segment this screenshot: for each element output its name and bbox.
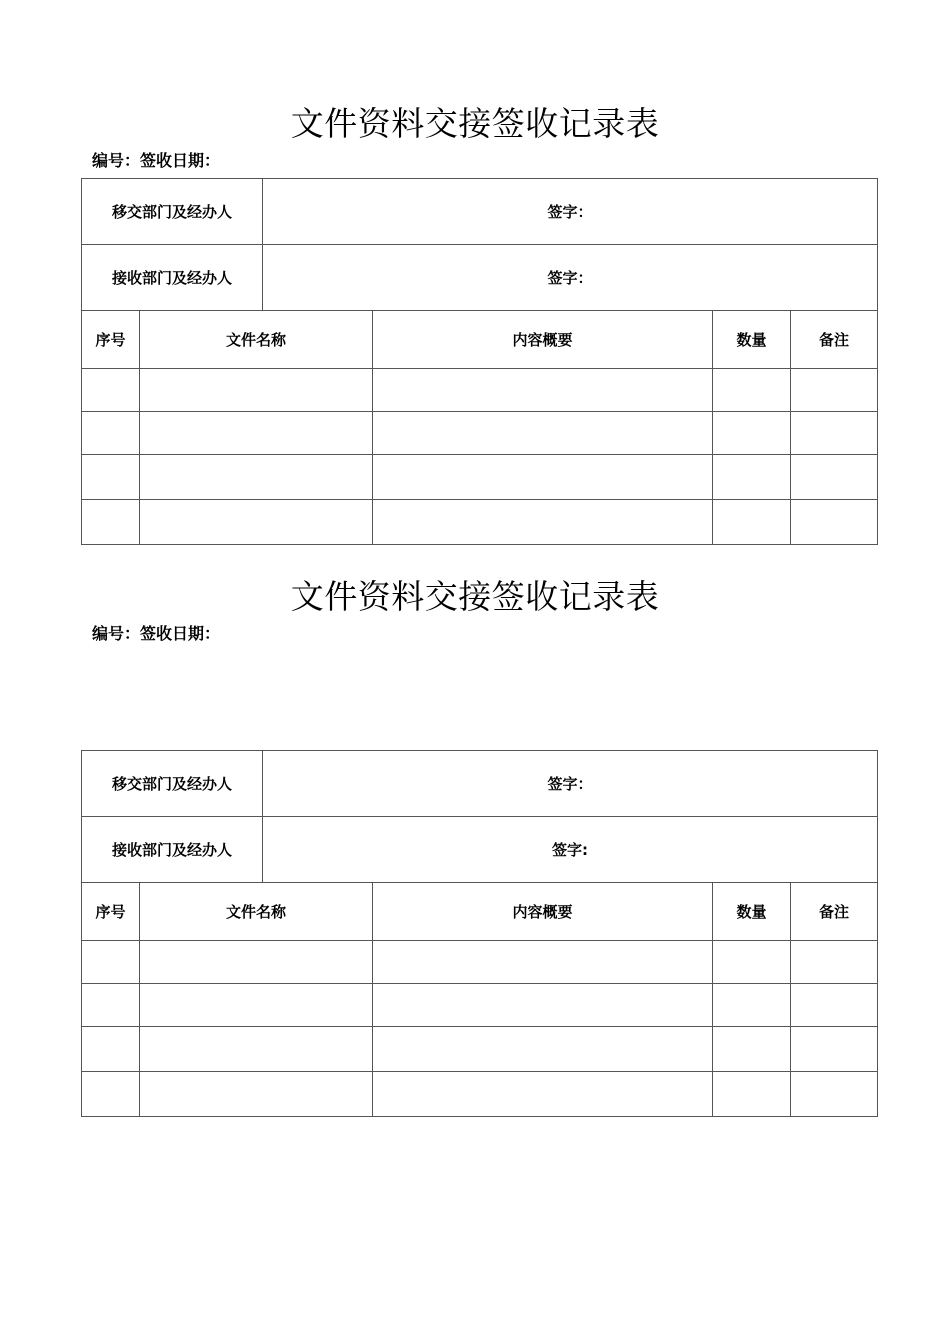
cell-summary[interactable] bbox=[373, 1027, 713, 1072]
col-header-file-name: 文件名称 bbox=[140, 311, 373, 369]
form-meta-line: 编号：签收日期： bbox=[92, 624, 221, 643]
col-header-quantity: 数量 bbox=[713, 883, 791, 941]
receive-row bbox=[82, 245, 878, 311]
cell-quantity[interactable] bbox=[713, 500, 791, 545]
cell-quantity[interactable] bbox=[713, 984, 791, 1027]
col-header-file-name: 文件名称 bbox=[140, 883, 373, 941]
cell-remarks[interactable] bbox=[791, 500, 878, 545]
receive-dept-label: 接收部门及经办人 bbox=[82, 245, 263, 311]
transfer-dept-label: 移交部门及经办人 bbox=[82, 179, 263, 245]
handover-table bbox=[81, 178, 878, 545]
transfer-signature-field[interactable]: 签字： bbox=[263, 179, 878, 245]
cell-index[interactable] bbox=[82, 500, 140, 545]
transfer-signature-field[interactable]: 签字： bbox=[263, 751, 878, 817]
table-header-row bbox=[82, 311, 878, 369]
cell-file-name[interactable] bbox=[140, 500, 373, 545]
col-header-summary: 内容概要 bbox=[373, 883, 713, 941]
cell-file-name[interactable] bbox=[140, 984, 373, 1027]
cell-remarks[interactable] bbox=[791, 941, 878, 984]
table-row bbox=[82, 412, 878, 455]
table-row bbox=[82, 500, 878, 545]
cell-quantity[interactable] bbox=[713, 369, 791, 412]
cell-index[interactable] bbox=[82, 369, 140, 412]
receive-signature-field[interactable]: 签字: bbox=[263, 817, 878, 883]
cell-index[interactable] bbox=[82, 941, 140, 984]
table-row bbox=[82, 1027, 878, 1072]
receive-row bbox=[82, 817, 878, 883]
cell-index[interactable] bbox=[82, 1072, 140, 1117]
cell-summary[interactable] bbox=[373, 941, 713, 984]
form-title: 文件资料交接签收记录表 bbox=[290, 577, 660, 616]
cell-index[interactable] bbox=[82, 1027, 140, 1072]
handover-table bbox=[81, 750, 878, 1117]
col-header-quantity: 数量 bbox=[713, 311, 791, 369]
col-header-remarks: 备注 bbox=[791, 883, 878, 941]
table-row bbox=[82, 1072, 878, 1117]
cell-remarks[interactable] bbox=[791, 1027, 878, 1072]
cell-index[interactable] bbox=[82, 984, 140, 1027]
cell-summary[interactable] bbox=[373, 500, 713, 545]
cell-summary[interactable] bbox=[373, 984, 713, 1027]
cell-index[interactable] bbox=[82, 412, 140, 455]
table-row bbox=[82, 455, 878, 500]
cell-file-name[interactable] bbox=[140, 412, 373, 455]
col-header-index: 序号 bbox=[82, 883, 140, 941]
form-title: 文件资料交接签收记录表 bbox=[290, 104, 660, 143]
table-header-row bbox=[82, 883, 878, 941]
cell-file-name[interactable] bbox=[140, 455, 373, 500]
cell-file-name[interactable] bbox=[140, 1072, 373, 1117]
col-header-summary: 内容概要 bbox=[373, 311, 713, 369]
cell-file-name[interactable] bbox=[140, 1027, 373, 1072]
receive-signature-field[interactable]: 签字： bbox=[263, 245, 878, 311]
cell-remarks[interactable] bbox=[791, 412, 878, 455]
cell-quantity[interactable] bbox=[713, 455, 791, 500]
cell-remarks[interactable] bbox=[791, 984, 878, 1027]
col-header-index: 序号 bbox=[82, 311, 140, 369]
cell-file-name[interactable] bbox=[140, 369, 373, 412]
cell-summary[interactable] bbox=[373, 369, 713, 412]
cell-remarks[interactable] bbox=[791, 369, 878, 412]
cell-summary[interactable] bbox=[373, 1072, 713, 1117]
transfer-row bbox=[82, 179, 878, 245]
receive-dept-label: 接收部门及经办人 bbox=[82, 817, 263, 883]
col-header-remarks: 备注 bbox=[791, 311, 878, 369]
form-meta-line: 编号：签收日期： bbox=[92, 151, 221, 170]
cell-remarks[interactable] bbox=[791, 1072, 878, 1117]
cell-summary[interactable] bbox=[373, 412, 713, 455]
cell-quantity[interactable] bbox=[713, 412, 791, 455]
table-row bbox=[82, 941, 878, 984]
cell-index[interactable] bbox=[82, 455, 140, 500]
cell-summary[interactable] bbox=[373, 455, 713, 500]
cell-quantity[interactable] bbox=[713, 1027, 791, 1072]
cell-remarks[interactable] bbox=[791, 455, 878, 500]
table-row bbox=[82, 984, 878, 1027]
transfer-row bbox=[82, 751, 878, 817]
cell-quantity[interactable] bbox=[713, 1072, 791, 1117]
table-row bbox=[82, 369, 878, 412]
transfer-dept-label: 移交部门及经办人 bbox=[82, 751, 263, 817]
cell-file-name[interactable] bbox=[140, 941, 373, 984]
cell-quantity[interactable] bbox=[713, 941, 791, 984]
